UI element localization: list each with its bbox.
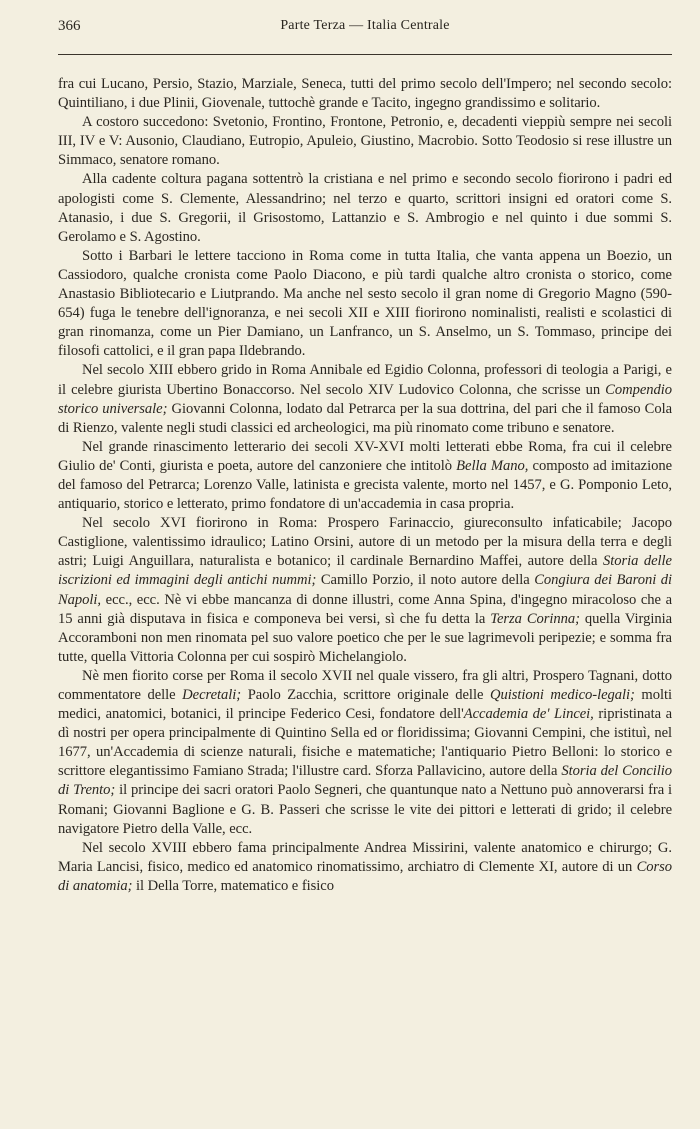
paragraph xyxy=(58,247,672,362)
italic-title: Storia delle iscrizioni ed immagini degli antichi nummi; xyxy=(58,553,672,589)
book-page xyxy=(58,14,672,896)
italic-title: Terza Corinna; xyxy=(490,610,580,627)
header-rule xyxy=(58,54,672,55)
text-run: molti medici, anatomici, botanici, il principe Federico Cesi, fondatore dell' xyxy=(58,687,672,723)
italic-title: Decretali; xyxy=(182,687,242,703)
running-head: Parte Terza — Italia Centrale xyxy=(280,18,450,33)
text-run: il principe dei sacri oratori Paolo Segneri, che quantunque nato a Nettuno può annoverarsi fra i Romani; Giovanni Baglione e G. B. Passeri che scrisse le vite dei pittori e letterati di grido; il celebre navigatore Pietro della Valle, ecc. xyxy=(58,782,673,837)
text-run: fra cui Lucano, Persio, Stazio, Marziale, Seneca, tutti del primo secolo dell'Impero; nel secondo secolo: Quintiliano, i due Plinii, Giovenale, tuttochè grande e Tacito, ingegno grandissimo e solitario. xyxy=(58,76,672,112)
text-run: quella Virginia Accoramboni non men rinomata pel suo valore poetico che per le sue lagrimevoli peripezie; e somma fra tutte, quella Vittoria Colonna per cui sospirò Michelangiolo. xyxy=(58,610,673,665)
text-run: Nel secolo XIII ebbero grido in Roma Annibale ed Egidio Colonna, professori di teologia a Parigi, e il celebre giurista Ubertino Bonaccorso. Nel secolo XIV Ludovico Colonna, che scrisse un xyxy=(58,362,672,398)
paragraph xyxy=(58,438,672,514)
paragraph xyxy=(58,113,672,170)
italic-title: Corso di anatomia; xyxy=(58,858,672,894)
text-run: Alla cadente coltura pagana sottentrò la cristiana e nel primo e secondo secolo fiorirono i padri ed apologisti come S. Clemente, Alessandrino; nel terzo e quarto, scrittori insigni ed oratori come S. Atanasio, i due S. Gregorii, il Grisostomo, Lattanzio e S. Ambrogio e nel quinto i due sommi S. Gerolamo e S. Agostino. xyxy=(58,171,672,245)
paragraph xyxy=(58,839,672,896)
italic-title: Accademia de' Lincei, xyxy=(463,706,594,723)
text-run: Nel secolo XVI fiorirono in Roma: Prospero Farinaccio, giureconsulto infaticabile; Jacopo Castiglione, valentissimo idraulico; Latino Orsini, autore di un metodo per la misura della terra e degli astri; Luigi Anguillara, naturalista e botanico; il cardinale Bernardino Maffei, autore della xyxy=(58,515,672,570)
page-header xyxy=(58,14,672,38)
italic-title: Bella Mano, xyxy=(456,457,529,474)
paragraph xyxy=(58,75,672,113)
text-run: il Della Torre, matematico e fisico xyxy=(132,877,334,894)
text-run: Paolo Zacchia, scrittore originale delle xyxy=(241,687,490,703)
text-run: A costoro succedono: Svetonio, Frontino, Frontone, Petronio, e, decadenti vieppiù sempre nei secoli III, IV e V: Ausonio, Claudiano, Eutropio, Apuleio, Giustino, Macrobio. Sotto Teodosio si rese illustre un Simmaco, senatore romano. xyxy=(58,114,672,169)
italic-title: Quistioni medico-legali; xyxy=(489,687,635,703)
paragraph xyxy=(58,667,672,839)
text-run: Giovanni Colonna, lodato dal Petrarca per la sua dottrina, del pari che il famoso Cola di Rienzo, valente negli studi classici ed archeologici, ma più rinomato come tribuno e senatore. xyxy=(58,400,673,436)
text-run: Nel secolo XVIII ebbero fama principalmente Andrea Missirini, valente anatomico e chirurgo; G. Maria Lancisi, fisico, medico ed anatomico rinomatissimo, archiatro di Clemente XI, autore di un xyxy=(58,839,672,875)
text-run: Camillo Porzio, il noto autore della xyxy=(316,572,535,589)
paragraph xyxy=(58,514,672,667)
italic-title: Storia del Concilio di Trento; xyxy=(58,763,673,799)
paragraph xyxy=(58,170,672,246)
text-run: Nel grande rinascimento letterario dei secoli XV-XVI molti letterati ebbe Roma, fra cui il celebre Giulio de' Conti, giurista e poeta, autore del canzoniere che intitolò xyxy=(58,438,672,474)
body-text xyxy=(58,75,672,896)
paragraph xyxy=(58,361,672,437)
page-number: 366 xyxy=(58,18,81,34)
text-run: Nè men fiorito corse per Roma il secolo XVII nel quale vissero, fra gli altri, Prospero Tagnani, dotto commentatore delle xyxy=(58,667,672,703)
text-run: ripristinata a dì nostri per opera principalmente di Quintino Sella ed or floridissima; Giovanni Cempini, che istituì, nel 1677, un'Accademia di scienze naturali, fisiche e matematiche; l'antiquario Pietro Belloni: lo storico e scrittore elegantissimo Famiano Strada; l'illustre card. Sforza Pallavicino, autore della xyxy=(58,706,673,780)
italic-title: Congiura dei Baroni di Napoli, xyxy=(58,572,672,608)
italic-title: Compendio storico universale; xyxy=(58,381,672,417)
text-run: composto ad imitazione del famoso del Petrarca; Lorenzo Valle, latinista e grecista valente, morto nel 1457, e G. Pomponio Leto, antiquario, storico e letterato, primo fondatore di un'accademia in casa propria. xyxy=(58,457,673,513)
text-run: Sotto i Barbari le lettere tacciono in Roma come in tutta Italia, che vanta appena un Boezio, un Cassiodoro, qualche cronista come Paolo Diacono, e più tardi qualche altro cronista o storico, come Anastasio Bibliotecario e Liutprando. Ma anche nel sesto secolo il gran nome di Gregorio Magno (590-654) fuga le tenebre dell'ignoranza, e nei secoli XII e XIII fiorirono nominalisti, realisti e scolastici di gran rinomanza, come un Pier Damiano, un Lanfranco, un S. Anselmo, un S. Tommaso, principe dei filosofi cattolici, e il gran papa Ildebrando. xyxy=(58,247,672,360)
text-run: ecc., ecc. Nè vi ebbe mancanza di donne illustri, come Anna Spina, d'ingegno miracoloso che a 15 anni già disputava in fisica e componeva bei versi, sì che fu detta la xyxy=(58,591,672,627)
